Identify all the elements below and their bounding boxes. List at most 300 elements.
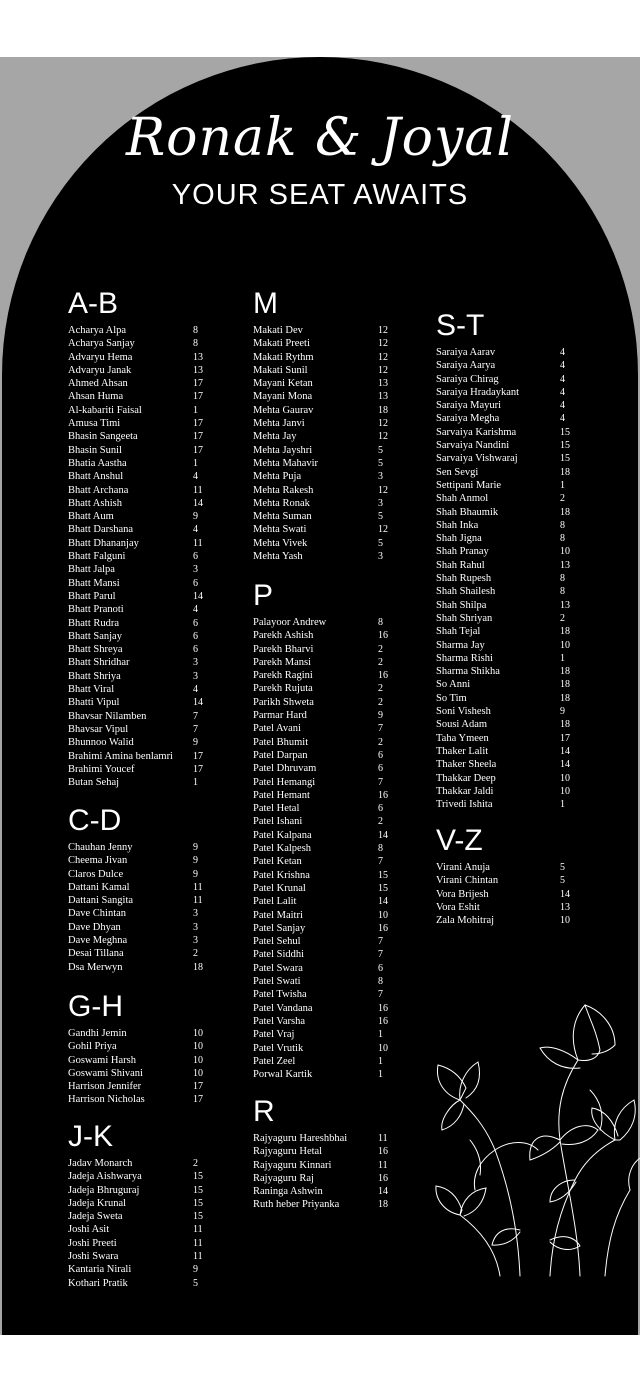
guest-row <box>68 577 223 590</box>
guest-name: Mayani Mona <box>253 391 313 403</box>
guest-name: Bhatt Shreya <box>68 644 123 656</box>
table-number: 1 <box>193 457 198 469</box>
guest-name: Sen Sevgi <box>436 466 479 478</box>
guest-name: Bhatt Mansi <box>68 577 120 589</box>
guest-name: Dave Dhyan <box>68 921 121 933</box>
guest-name: Ruth heber Priyanka <box>253 1199 340 1211</box>
guest-name: Shah Shilpa <box>436 599 487 611</box>
guest-row <box>253 1185 408 1198</box>
guest-name: Mehta Suman <box>253 511 312 523</box>
guest-name: Mayani Ketan <box>253 378 313 390</box>
guest-name: Taha Ymeen <box>436 732 489 744</box>
guest-name: Trivedi Ishita <box>436 799 493 811</box>
table-number: 17 <box>193 1094 203 1106</box>
table-number: 17 <box>193 391 203 403</box>
guest-row <box>436 718 590 731</box>
guest-row <box>253 802 408 815</box>
guest-name: Joshi Preeti <box>68 1237 117 1249</box>
table-number: 15 <box>193 1197 203 1209</box>
table-number: 1 <box>560 479 565 491</box>
guest-name: Patel Dhruvam <box>253 763 317 775</box>
guest-name: Gohil Priya <box>68 1041 117 1053</box>
table-number: 3 <box>193 921 198 933</box>
guest-row <box>68 510 223 523</box>
guest-name: Jadeja Aishwarya <box>68 1171 142 1183</box>
guest-name: Porwal Kartik <box>253 1069 313 1081</box>
guest-row <box>436 466 590 479</box>
section-p <box>253 576 408 1081</box>
table-number: 8 <box>560 573 565 585</box>
guest-row <box>68 484 223 497</box>
guest-name: Raninga Ashwin <box>253 1186 323 1198</box>
guest-row <box>253 364 408 377</box>
guest-row <box>253 789 408 802</box>
guest-row <box>253 829 408 842</box>
guest-row <box>253 882 408 895</box>
table-number: 8 <box>560 586 565 598</box>
guest-name: Mehta Mahavir <box>253 457 319 469</box>
guest-row <box>253 776 408 789</box>
guest-name: Bhatia Aastha <box>68 457 127 469</box>
guest-name: Jadeja Bhruguraj <box>68 1184 140 1196</box>
table-number: 3 <box>193 908 198 920</box>
table-number: 5 <box>378 511 383 523</box>
guest-row <box>253 550 408 563</box>
guest-row <box>436 665 590 678</box>
section-heading: S-T <box>436 309 485 342</box>
guest-name: Bhatti Vipul <box>68 697 120 709</box>
table-number: 8 <box>560 533 565 545</box>
guest-row <box>253 922 408 935</box>
guest-row <box>68 523 223 536</box>
guest-row <box>436 559 590 572</box>
guest-row <box>253 762 408 775</box>
section-s-t <box>436 306 590 811</box>
table-number: 12 <box>378 325 388 336</box>
guest-name: Mehta Puja <box>253 471 302 483</box>
guest-row <box>68 1080 223 1093</box>
guest-name: Saraiya Aarya <box>436 360 496 372</box>
guest-row <box>436 888 590 901</box>
guest-row <box>253 497 408 510</box>
table-number: 1 <box>378 1029 383 1041</box>
section-heading: P <box>253 579 274 612</box>
guest-row <box>253 722 408 735</box>
table-number: 1 <box>378 1069 383 1081</box>
guest-row <box>253 417 408 430</box>
guest-row <box>68 670 223 683</box>
table-number: 2 <box>378 656 383 668</box>
guest-name: Bhasin Sangeeta <box>68 431 138 443</box>
table-number: 17 <box>193 418 203 430</box>
table-number: 13 <box>378 378 388 390</box>
guest-name: Bhatt Parul <box>68 590 116 602</box>
guest-row <box>68 1277 223 1290</box>
guest-name: Saraiya Chirag <box>436 373 499 385</box>
guest-row <box>68 617 223 630</box>
guest-name: Sarvaiya Nandini <box>436 440 510 452</box>
table-number: 11 <box>193 1237 203 1249</box>
table-number: 14 <box>378 1186 388 1198</box>
guest-name: Patel Varsha <box>253 1015 306 1027</box>
guest-row <box>253 404 408 417</box>
table-number: 10 <box>193 1054 203 1066</box>
guest-row <box>253 749 408 762</box>
guest-name: Shah Shailesh <box>436 586 496 598</box>
table-number: 10 <box>193 1067 203 1079</box>
table-number: 2 <box>193 948 198 960</box>
guest-row <box>253 696 408 709</box>
guest-row <box>68 736 223 749</box>
guest-row <box>253 1002 408 1015</box>
table-number: 9 <box>193 868 198 880</box>
table-number: 14 <box>378 829 388 841</box>
guest-name: Jadav Monarch <box>68 1158 133 1169</box>
guest-name: So Tim <box>436 692 467 704</box>
table-number: 12 <box>378 484 388 496</box>
section-heading: C-D <box>68 804 122 837</box>
guest-row <box>253 855 408 868</box>
table-number: 15 <box>560 440 570 452</box>
table-number: 13 <box>378 391 388 403</box>
guest-row <box>68 656 223 669</box>
guest-name: Bhatt Archana <box>68 484 129 496</box>
table-number: 2 <box>560 493 565 505</box>
section-v-z <box>436 821 590 927</box>
guest-name: Desai Tillana <box>68 948 124 960</box>
guest-row <box>436 901 590 914</box>
guest-name: Patel Sanjay <box>253 922 306 934</box>
guest-row <box>68 1210 223 1223</box>
table-number: 2 <box>378 643 383 655</box>
table-number: 18 <box>378 1199 388 1211</box>
guest-row <box>436 532 590 545</box>
guest-name: Shah Bhaumik <box>436 506 499 518</box>
table-number: 2 <box>378 683 383 695</box>
guest-row <box>68 1067 223 1080</box>
guest-row <box>253 616 408 629</box>
guest-name: Mehta Vivek <box>253 537 308 549</box>
guest-row <box>68 457 223 470</box>
guest-row <box>253 390 408 403</box>
guest-name: Patel Vraj <box>253 1029 295 1041</box>
table-number: 13 <box>560 599 570 611</box>
table-number: 1 <box>560 799 565 811</box>
guest-row <box>68 404 223 417</box>
section-m <box>253 284 408 563</box>
table-number: 8 <box>193 338 198 350</box>
guest-row <box>253 337 408 350</box>
guest-name: Amusa Timi <box>68 418 121 430</box>
guest-name: Bhasin Sunil <box>68 444 122 456</box>
table-number: 2 <box>378 736 383 748</box>
table-number: 6 <box>378 803 383 815</box>
table-number: 10 <box>378 1042 388 1054</box>
guest-row <box>253 1055 408 1068</box>
table-number: 1 <box>193 404 198 416</box>
guest-row <box>436 692 590 705</box>
table-number: 5 <box>378 444 383 456</box>
guest-row <box>68 324 223 337</box>
table-number: 5 <box>560 862 565 873</box>
table-number: 8 <box>378 843 383 855</box>
guest-row <box>253 709 408 722</box>
table-number: 9 <box>560 706 565 718</box>
guest-name: Brahimi Youcef <box>68 763 135 775</box>
section-r <box>253 1092 408 1212</box>
table-number: 7 <box>378 949 383 961</box>
guest-row <box>436 492 590 505</box>
guest-row <box>68 630 223 643</box>
guest-name: Goswami Shivani <box>68 1067 143 1079</box>
table-number: 17 <box>193 1081 203 1093</box>
guest-row <box>253 815 408 828</box>
table-number: 18 <box>560 719 570 731</box>
guest-row <box>68 763 223 776</box>
table-number: 10 <box>560 772 570 784</box>
table-number: 18 <box>560 466 570 478</box>
guest-row <box>436 599 590 612</box>
guest-name: Rajyaguru Raj <box>253 1172 314 1184</box>
table-number: 16 <box>378 630 388 642</box>
table-number: 15 <box>193 1184 203 1196</box>
guest-row <box>253 377 408 390</box>
guest-name: Virani Anuja <box>436 862 490 873</box>
guest-row <box>436 439 590 452</box>
guest-name: Bhavsar Nilamben <box>68 710 147 722</box>
guest-name: Goswami Harsh <box>68 1054 136 1066</box>
table-number: 3 <box>193 670 198 682</box>
guest-row <box>68 537 223 550</box>
table-number: 10 <box>193 1028 203 1039</box>
table-number: 11 <box>193 484 203 496</box>
table-number: 14 <box>193 590 203 602</box>
guest-name: Patel Swara <box>253 962 303 974</box>
guest-name: Patel Krishna <box>253 869 310 881</box>
guest-name: Harrison Jennifer <box>68 1081 142 1093</box>
guest-name: Patel Hetal <box>253 803 300 815</box>
guest-row <box>68 854 223 867</box>
guest-name: Joshi Asit <box>68 1224 110 1236</box>
guest-row <box>436 798 590 811</box>
guest-row <box>253 643 408 656</box>
table-number: 1 <box>378 1055 383 1067</box>
guest-name: Acharya Sanjay <box>68 338 135 350</box>
guest-row <box>436 585 590 598</box>
table-number: 11 <box>193 895 203 907</box>
guest-name: Bhatt Dhananjay <box>68 537 139 549</box>
guest-name: Patel Twisha <box>253 989 307 1001</box>
guest-name: Patel Bhumit <box>253 736 309 748</box>
table-number: 12 <box>378 351 388 363</box>
guest-name: Butan Sehaj <box>68 777 120 789</box>
table-number: 18 <box>560 506 570 518</box>
table-number: 5 <box>378 537 383 549</box>
guest-name: Bhatt Jalpa <box>68 564 115 576</box>
table-number: 17 <box>560 732 570 744</box>
guest-row <box>68 603 223 616</box>
table-number: 4 <box>193 524 198 536</box>
guest-name: Kantaria Nirali <box>68 1264 132 1276</box>
guest-name: Bhatt Shriya <box>68 670 121 682</box>
guest-row <box>68 776 223 789</box>
guest-row <box>68 1027 223 1040</box>
guest-name: Makati Sunil <box>253 364 308 376</box>
guest-row <box>68 417 223 430</box>
guest-row <box>436 639 590 652</box>
guest-row <box>253 1198 408 1211</box>
table-number: 4 <box>560 360 565 372</box>
table-number: 11 <box>193 1251 203 1263</box>
guest-row <box>253 842 408 855</box>
guest-name: Sarvaiya Vishwaraj <box>436 453 518 465</box>
guest-row <box>253 1145 408 1158</box>
guest-row <box>68 470 223 483</box>
table-number: 3 <box>193 657 198 669</box>
table-number: 18 <box>560 666 570 678</box>
guest-name: Mehta Jay <box>253 431 297 443</box>
table-number: 15 <box>560 453 570 465</box>
guest-name: Bhunnoo Walid <box>68 737 134 749</box>
guest-name: Patel Ketan <box>253 856 302 868</box>
guest-name: Thakkar Deep <box>436 772 496 784</box>
table-number: 3 <box>378 471 383 483</box>
guest-row <box>68 947 223 960</box>
guest-row <box>253 510 408 523</box>
table-number: 4 <box>560 413 565 425</box>
table-number: 16 <box>378 922 388 934</box>
section-heading: M <box>253 287 278 320</box>
table-number: 14 <box>193 497 203 509</box>
table-number: 7 <box>378 989 383 1001</box>
table-number: 13 <box>560 559 570 571</box>
table-number: 16 <box>378 789 388 801</box>
guest-name: Mehta Rakesh <box>253 484 314 496</box>
guest-name: Bhatt Aum <box>68 511 114 523</box>
guest-row <box>68 1040 223 1053</box>
guest-row <box>253 895 408 908</box>
guest-row <box>436 652 590 665</box>
guest-row <box>436 861 590 874</box>
table-number: 4 <box>560 347 565 358</box>
table-number: 4 <box>193 684 198 696</box>
guest-name: Brahimi Amina benlamri <box>68 750 173 762</box>
guest-row <box>68 907 223 920</box>
guest-name: Parekh Ashish <box>253 630 314 642</box>
guest-row <box>68 868 223 881</box>
guest-row <box>68 377 223 390</box>
table-number: 10 <box>560 785 570 797</box>
table-number: 14 <box>378 896 388 908</box>
guest-row <box>436 914 590 927</box>
guest-name: Bhatt Ashish <box>68 497 122 509</box>
guest-name: Acharya Alpa <box>68 325 127 336</box>
table-number: 10 <box>560 915 570 927</box>
table-number: 13 <box>560 901 570 913</box>
guest-row <box>253 869 408 882</box>
guest-row <box>253 470 408 483</box>
guest-row <box>253 1159 408 1172</box>
guest-row <box>68 590 223 603</box>
guest-row <box>253 909 408 922</box>
table-number: 7 <box>378 856 383 868</box>
guest-row <box>68 563 223 576</box>
guest-row <box>68 723 223 736</box>
guest-name: Makati Preeti <box>253 338 310 350</box>
guest-row <box>68 1223 223 1236</box>
guest-row <box>436 386 590 399</box>
table-number: 7 <box>378 723 383 735</box>
guest-name: Ahmed Ahsan <box>68 378 128 390</box>
guest-row <box>68 1184 223 1197</box>
guest-name: Virani Chintan <box>436 875 499 887</box>
guest-row <box>68 430 223 443</box>
table-number: 15 <box>193 1211 203 1223</box>
table-number: 9 <box>193 511 198 523</box>
guest-name: Patel Ishani <box>253 816 303 828</box>
table-number: 17 <box>193 763 203 775</box>
guest-row <box>436 426 590 439</box>
table-number: 8 <box>193 325 198 336</box>
table-number: 4 <box>193 604 198 616</box>
table-number: 15 <box>560 426 570 438</box>
guest-row <box>253 948 408 961</box>
table-number: 5 <box>560 875 565 887</box>
guest-row <box>68 390 223 403</box>
table-number: 18 <box>560 679 570 691</box>
guest-row <box>68 351 223 364</box>
guest-name: Shah Rupesh <box>436 573 492 585</box>
guest-name: Shah Shriyan <box>436 612 493 624</box>
guest-name: Jadeja Sweta <box>68 1211 123 1223</box>
guest-row <box>68 550 223 563</box>
table-number: 10 <box>193 1041 203 1053</box>
guest-name: Palayoor Andrew <box>253 617 327 628</box>
table-number: 7 <box>193 710 198 722</box>
guest-name: Advaryu Hema <box>68 351 133 363</box>
table-number: 16 <box>378 1172 388 1184</box>
table-number: 4 <box>560 400 565 412</box>
guest-row <box>253 656 408 669</box>
guest-name: Dsa Merwyn <box>68 961 123 973</box>
table-number: 10 <box>560 546 570 558</box>
guest-row <box>253 523 408 536</box>
table-number: 3 <box>378 551 383 563</box>
table-number: 15 <box>378 882 388 894</box>
guest-name: Gandhi Jemin <box>68 1028 127 1039</box>
table-number: 8 <box>378 976 383 988</box>
guest-name: Thaker Lalit <box>436 745 489 757</box>
guest-row <box>68 1054 223 1067</box>
guest-name: Patel Krunal <box>253 882 306 894</box>
table-number: 2 <box>378 816 383 828</box>
table-number: 3 <box>193 935 198 947</box>
section-j-k <box>68 1117 223 1290</box>
section-heading: G-H <box>68 990 123 1023</box>
table-number: 4 <box>560 386 565 398</box>
table-number: 8 <box>378 617 383 628</box>
guest-row <box>253 444 408 457</box>
guest-row <box>436 399 590 412</box>
guest-name: Rajyaguru Hareshbhai <box>253 1133 348 1144</box>
guest-row <box>253 1172 408 1185</box>
table-number: 18 <box>560 692 570 704</box>
section-heading: R <box>253 1095 275 1128</box>
guest-name: Patel Zeel <box>253 1055 296 1067</box>
guest-name: Shah Pranay <box>436 546 489 558</box>
guest-row <box>68 921 223 934</box>
guest-name: Zala Mohitraj <box>436 915 495 927</box>
